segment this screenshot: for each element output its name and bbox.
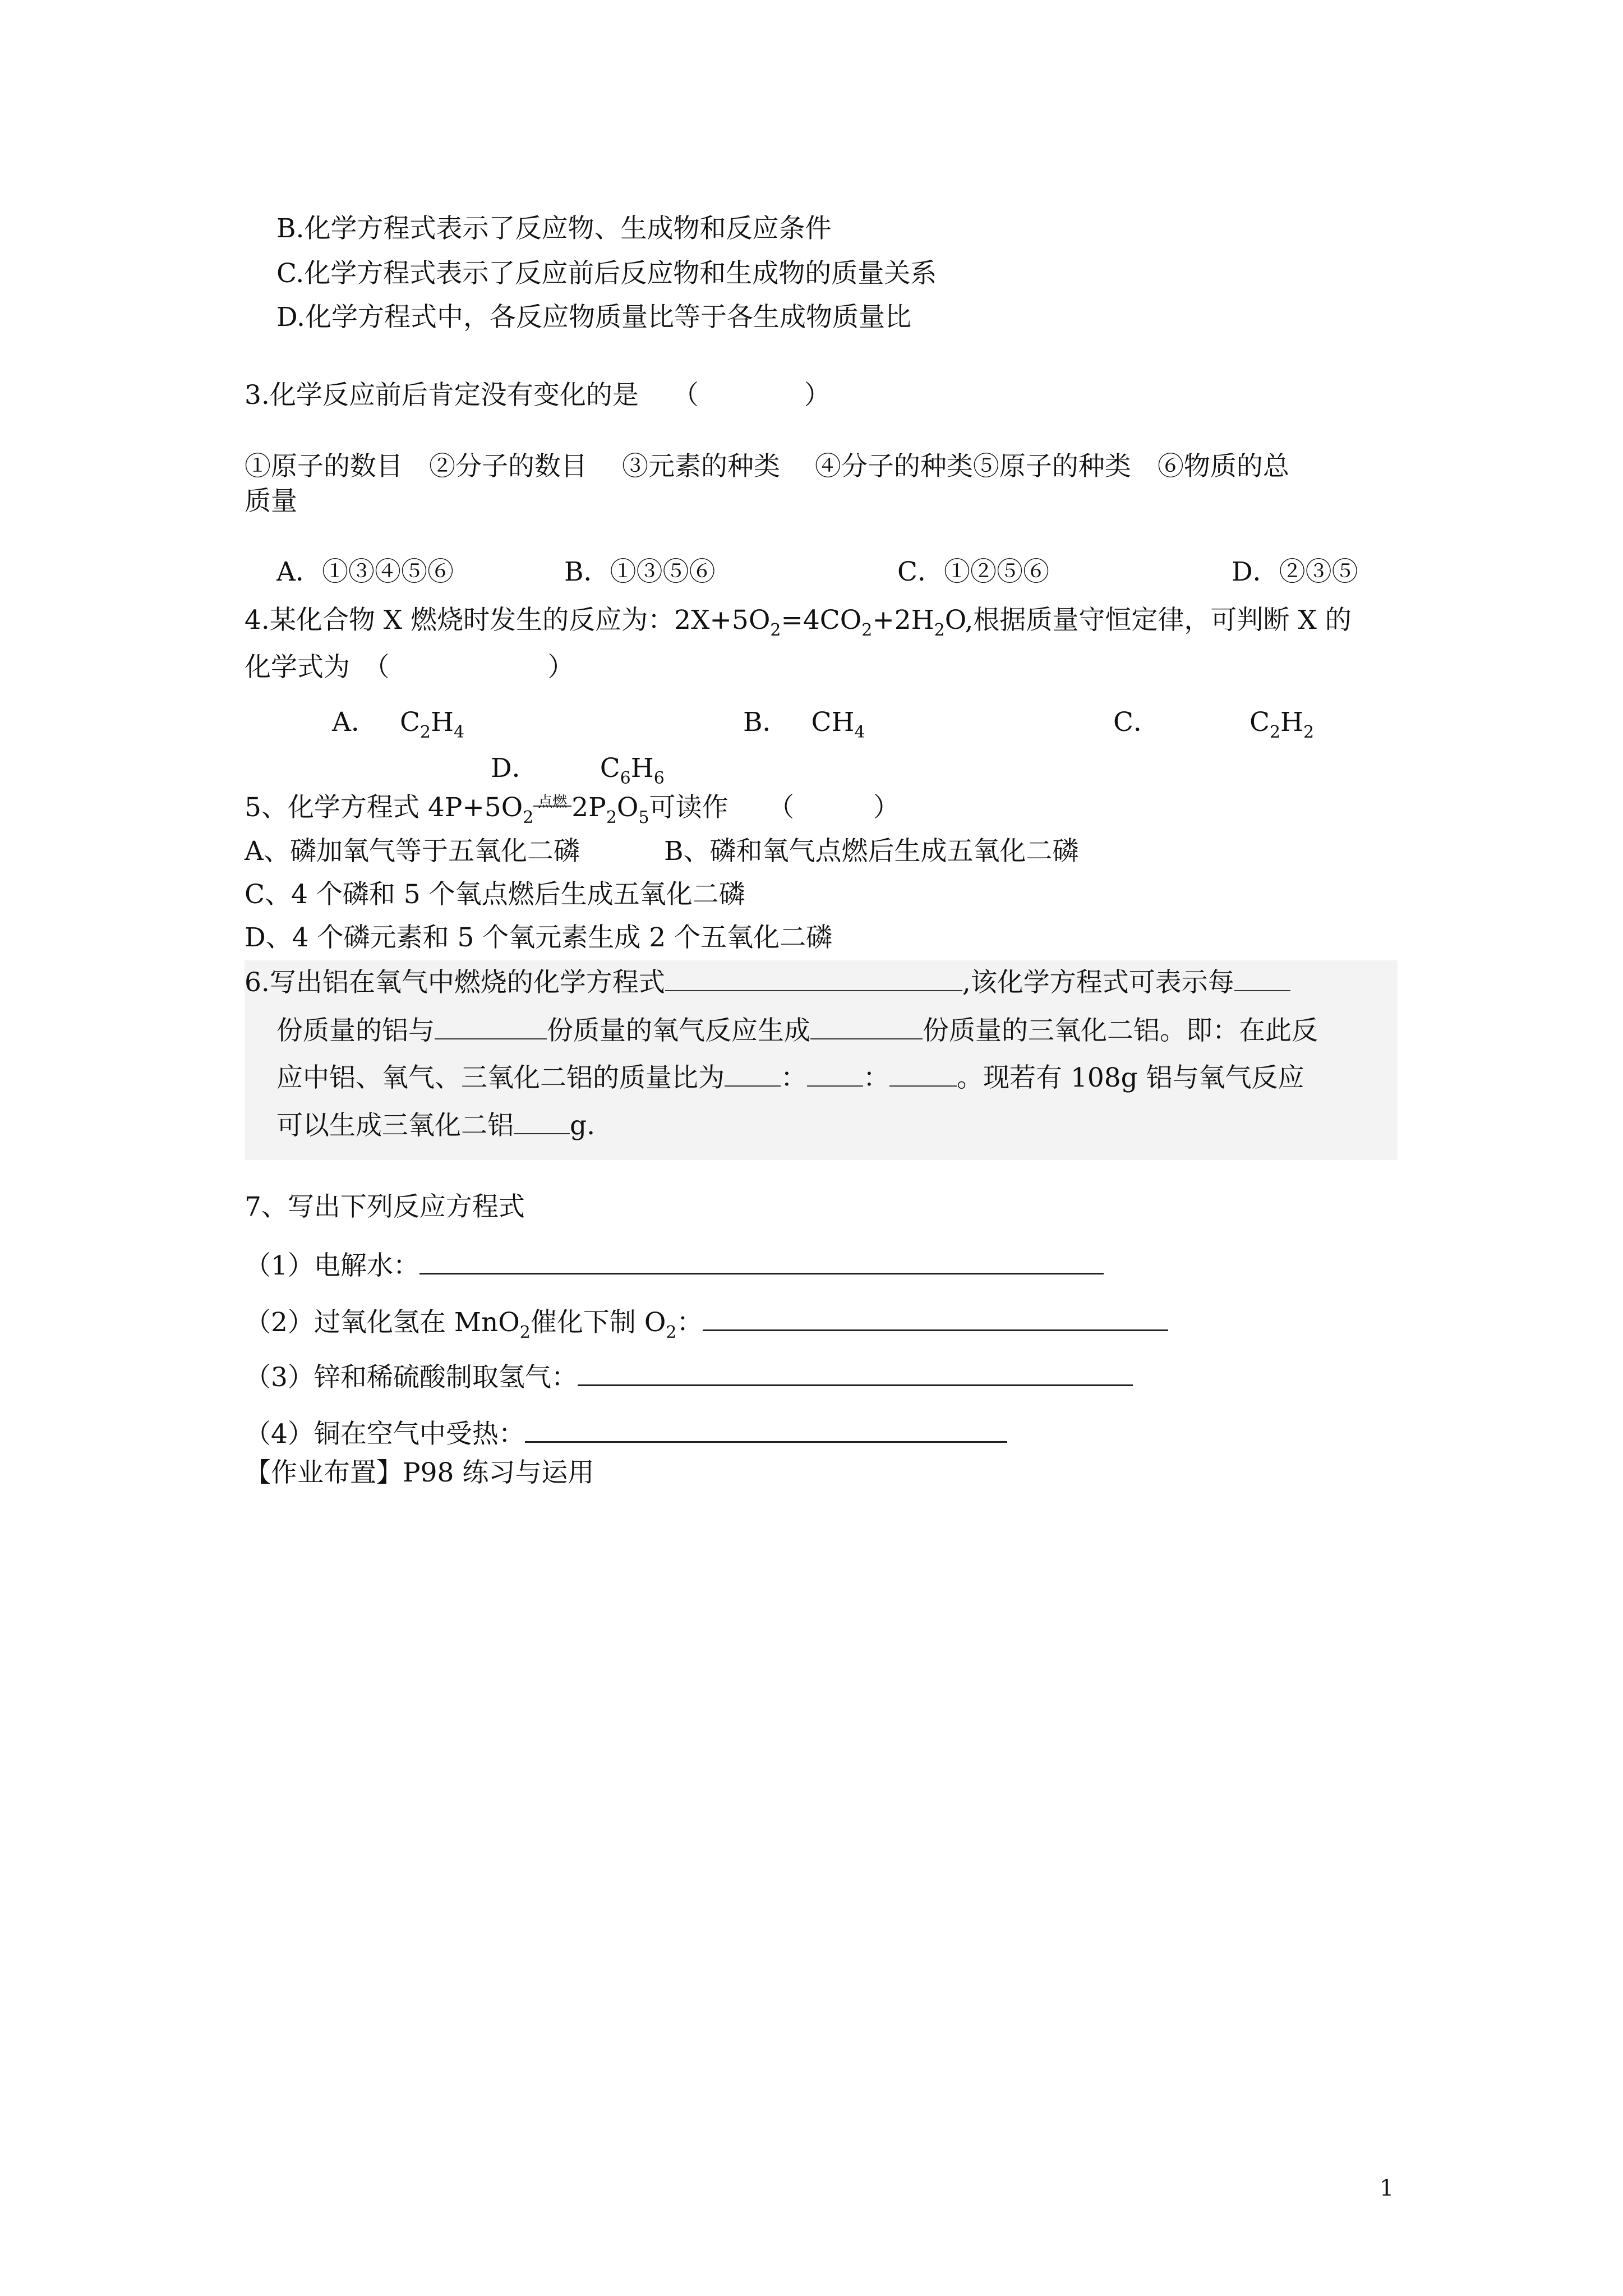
q6-blank-o2-mass[interactable] bbox=[435, 1016, 547, 1039]
q3-items-line2: 质量 bbox=[245, 486, 297, 517]
q6-line1-b: ,该化学方程式可表示每 bbox=[962, 967, 1234, 998]
q4-option-c-sub1: 2 bbox=[1269, 723, 1281, 742]
q4-option-c-sub2: 2 bbox=[1303, 723, 1315, 742]
q4-option-c bbox=[1113, 706, 1314, 743]
q7-item1-answer-line[interactable] bbox=[419, 1248, 1104, 1274]
q3-answer-paren: （ ） bbox=[672, 380, 831, 411]
q4-option-a-h: H bbox=[431, 707, 454, 738]
q7-item1-label: （1）电解水： bbox=[245, 1250, 419, 1281]
q4-option-d-label: D． bbox=[491, 753, 538, 784]
q4-option-b bbox=[743, 706, 865, 743]
q5-option-b: B、磷和氧气点燃后生成五氧化二磷 bbox=[663, 836, 1079, 867]
q4-option-d-sub1: 6 bbox=[620, 769, 631, 788]
q7-item3-answer-line[interactable] bbox=[578, 1360, 1133, 1386]
q6-line2-c: 份质量的三氧化二铝。即：在此反 bbox=[923, 1015, 1318, 1046]
q6-line4 bbox=[276, 1109, 595, 1143]
q4-stem-mid2: +2H bbox=[872, 605, 934, 636]
q6-blank-al2o3-mass[interactable] bbox=[810, 1016, 923, 1039]
q2-option-b: B.化学方程式表示了反应物、生成物和反应条件 bbox=[276, 213, 832, 244]
q4-option-d bbox=[491, 752, 665, 789]
q7-item2 bbox=[245, 1305, 1168, 1343]
q5-option-c: C、4 个磷和 5 个氧点燃后生成五氧化二磷 bbox=[245, 879, 745, 910]
q3-items-line1: ①原子的数目 ②分子的数目 ③元素的种类 ④分子的种类⑤原子的种类 ⑥物质的总 bbox=[245, 451, 1289, 482]
q3-option-b: B．①③⑤⑥ bbox=[564, 556, 716, 587]
q6-blank-al-mass[interactable] bbox=[1234, 968, 1290, 991]
q4-line2: 化学式为 （ ） bbox=[245, 652, 574, 683]
q6-line3-a: 应中铝、氧气、三氧化二铝的质量比为 bbox=[276, 1062, 725, 1093]
q5-stem bbox=[245, 791, 900, 828]
q7-item2-post: ： bbox=[676, 1307, 703, 1338]
q7-item2-sub1: 2 bbox=[519, 1323, 531, 1342]
q6-blank-ratio-1[interactable] bbox=[725, 1063, 781, 1087]
q7-item4-answer-line[interactable] bbox=[525, 1416, 1007, 1443]
q5-option-d: D、4 个磷元素和 5 个氧元素生成 2 个五氧化二磷 bbox=[245, 922, 833, 953]
q6-line2 bbox=[276, 1014, 1318, 1048]
q6-line1 bbox=[245, 966, 1290, 1000]
q4-sub-2: 2 bbox=[861, 620, 873, 640]
q6-line3-d: 。现若有 108g 铝与氧气反应 bbox=[957, 1062, 1304, 1093]
q5-sub-1: 2 bbox=[523, 808, 534, 827]
q7-item2-answer-line[interactable] bbox=[703, 1305, 1168, 1331]
q6-line4-a: 可以生成三氧化二铝 bbox=[276, 1110, 514, 1141]
q4-option-a-label: A． bbox=[332, 707, 377, 738]
q6-line4-b: g. bbox=[570, 1110, 596, 1141]
q4-option-d-c: C bbox=[600, 753, 620, 784]
q7-item4 bbox=[245, 1416, 1007, 1451]
q5-option-a-text: A、磷加氧气等于五氧化二磷 bbox=[245, 836, 580, 867]
q5-reaction-condition bbox=[533, 791, 571, 825]
q4-option-a bbox=[332, 706, 464, 743]
q5-sub-3: 5 bbox=[638, 808, 649, 827]
q4-option-d-sub2: 6 bbox=[653, 769, 665, 788]
q4-option-b-sub1: 4 bbox=[854, 723, 865, 742]
q7-item3 bbox=[245, 1360, 1133, 1395]
q7-item2-pre: （2）过氧化氢在 MnO bbox=[245, 1307, 520, 1338]
q6-blank-product-mass[interactable] bbox=[514, 1111, 570, 1134]
q6-line2-b: 份质量的氧气反应生成 bbox=[547, 1015, 810, 1046]
q5-o: O bbox=[616, 792, 639, 823]
q4-sub-3: 2 bbox=[934, 620, 945, 640]
q6-blank-ratio-2[interactable] bbox=[807, 1063, 863, 1087]
q3-option-c: C．①②⑤⑥ bbox=[897, 556, 1049, 587]
page-number: 1 bbox=[1380, 2175, 1394, 2201]
q4-option-a-c: C bbox=[399, 707, 420, 738]
q2-option-c: C.化学方程式表示了反应前后反应物和生成物的质量关系 bbox=[276, 258, 937, 289]
q7-item4-label: （4）铜在空气中受热： bbox=[245, 1419, 525, 1450]
q7-item2-mid: 催化下制 O bbox=[530, 1307, 666, 1338]
q4-option-c-label: C． bbox=[1113, 707, 1160, 738]
q4-option-c-h: H bbox=[1280, 707, 1304, 738]
q4-option-b-label: B． bbox=[743, 707, 789, 738]
homework-assignment: 【作业布置】P98 练习与运用 bbox=[245, 1457, 594, 1488]
q3-option-a: A．①③④⑤⑥ bbox=[276, 556, 454, 587]
q7-item1 bbox=[245, 1248, 1104, 1283]
q6-line2-a: 份质量的铝与 bbox=[276, 1015, 435, 1046]
q5-sub-2: 2 bbox=[606, 808, 617, 827]
q4-option-b-c: CH bbox=[811, 707, 855, 738]
q4-sub-1: 2 bbox=[770, 620, 781, 640]
q5-condition-text: 点燃 bbox=[538, 794, 568, 811]
q4-option-d-h: H bbox=[630, 753, 654, 784]
q6-line3-b: ： bbox=[781, 1062, 807, 1093]
q7-item3-label: （3）锌和稀硫酸制取氢气： bbox=[245, 1362, 578, 1393]
q6-blank-equation[interactable] bbox=[665, 968, 962, 991]
q2-option-d: D.化学方程式中，各反应物质量比等于各生成物质量比 bbox=[276, 302, 911, 333]
q5-stem-mid: 2P bbox=[571, 792, 606, 823]
q6-line3-c: ： bbox=[863, 1062, 889, 1093]
q4-option-c-c: C bbox=[1249, 707, 1270, 738]
q4-stem-pre: 4.某化合物 X 燃烧时发生的反应为：2X+5O bbox=[245, 605, 771, 636]
q3-stem-text: 3.化学反应前后肯定没有变化的是 bbox=[245, 380, 639, 411]
q6-line3 bbox=[276, 1061, 1304, 1095]
q3-stem bbox=[245, 379, 831, 412]
q3-option-d: D．②③⑤ bbox=[1232, 556, 1358, 587]
q4-stem-mid1: =4CO bbox=[781, 605, 862, 636]
q4-stem-post: O,根据质量守恒定律，可判断 X 的 bbox=[944, 605, 1352, 636]
q7-item2-sub2: 2 bbox=[666, 1323, 677, 1342]
q5-stem-post: 可读作 （ ） bbox=[649, 792, 900, 823]
q5-stem-pre: 5、化学方程式 4P+5O bbox=[245, 792, 523, 823]
q4-option-a-sub1: 2 bbox=[419, 723, 431, 742]
q6-blank-ratio-3[interactable] bbox=[889, 1063, 957, 1087]
q4-stem bbox=[245, 604, 1352, 641]
q7-stem: 7、写出下列反应方程式 bbox=[245, 1191, 525, 1222]
q6-line1-a: 6.写出铝在氧气中燃烧的化学方程式 bbox=[245, 967, 665, 998]
q5-option-a bbox=[245, 835, 1079, 868]
q4-option-a-sub2: 4 bbox=[454, 723, 465, 742]
